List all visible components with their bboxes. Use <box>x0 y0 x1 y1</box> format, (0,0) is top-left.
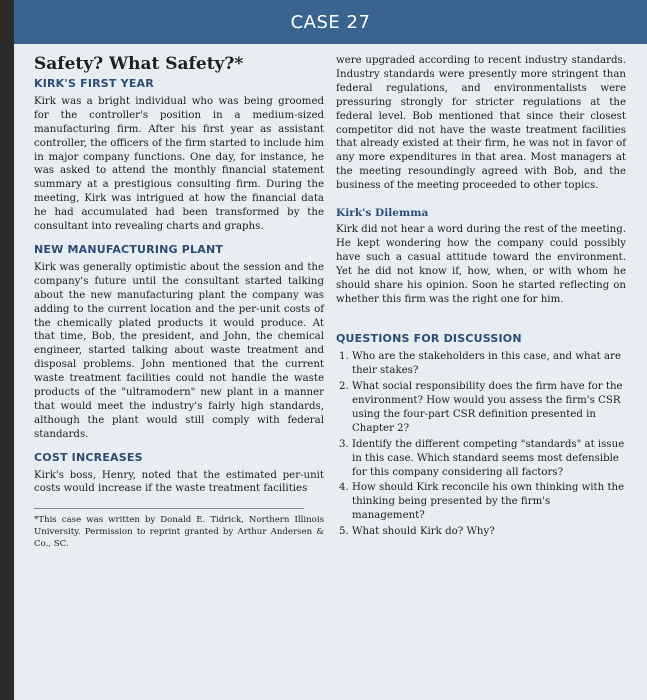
section-heading-cost-increases: COST INCREASES <box>34 450 143 464</box>
new-plant-paragraph: Kirk was generally optimistic about the session and the company's future until the consultant started talking about the new manufacturing plant the company was adding to the current location and the per-unit costs of the chemically plated products it would produce. At that time, Bob, the president, and John, the chemical engineer, started talking about waste treatment and disposal problems. John mentioned that the current waste treatment facilities could not handle the waste products of the "ultramodern" new plant in a manner that would meet the industry's fairly high standards, although the plant would still comply with federal standards. <box>34 261 324 440</box>
case-banner <box>14 0 647 44</box>
dilemma-paragraph: Kirk did not hear a word during the rest of the meeting. He kept wondering how the company could possibly have such a casual attitude toward the environment. Yet he did not know if, how, when, or with whom he should share his opinion. Soon he started reflecting on whether this firm was the right one for him. <box>336 223 626 305</box>
question-item: 3. Identify the different competing "standards" at issue in this case. Which standard seems most defensible for this company considering all factors? <box>352 438 626 480</box>
questions-list <box>336 350 626 539</box>
continued-paragraph: were upgraded according to recent industry standards. Industry standards were presently more stringent than federal regulations, and environmentalists were pressuring strongly for stricter regulations at the federal level. Bob mentioned that since their closest competitor did not have the waste treatment facilities that already existed at their firm, he was not in favor of any more expenditures in that area. Most managers at the meeting resoundingly agreed with Bob, and the business of the meeting proceeded to other topics. <box>336 55 626 192</box>
footnote-divider <box>34 508 304 509</box>
section-heading-first-year: KIRK'S FIRST YEAR <box>34 77 154 90</box>
question-item: 1. Who are the stakeholders in this case, and what are their stakes? <box>352 350 626 378</box>
question-item: 4. How should Kirk reconcile his own thinking with the thinking being presented by the firm's management? <box>352 481 626 523</box>
section-heading-new-plant: NEW MANUFACTURING PLANT <box>34 242 224 256</box>
section-heading-dilemma: Kirk's Dilemma <box>336 207 429 220</box>
question-item: 5. What should Kirk do? Why? <box>352 525 626 539</box>
case-label: CASE 27 <box>290 11 371 33</box>
left-column <box>34 54 324 550</box>
footnote: *This case was written by Donald E. Tidrick, Northern Illinois University. Permission to reprint granted by Arthur Andersen & Co., SC. <box>34 515 324 549</box>
right-column <box>336 54 626 541</box>
first-year-paragraph: Kirk was a bright individual who was being groomed for the controller's position in a medium-sized manufacturing firm. After his first year as assistant controller, the officers of the firm started to include him in major company functions. One day, for instance, he was asked to attend the monthly financial statement summary at a prestigious consulting firm. During the meeting, Kirk was intrigued at how the financial data he had accumulated had been transformed by the consultant into revealing charts and graphs. <box>34 95 324 233</box>
question-item: 2. What social responsibility does the firm have for the environment? How would you assess the firm's CSR using the four-part CSR definition presented in Chapter 2? <box>352 380 626 436</box>
cost-increases-paragraph: Kirk's boss, Henry, noted that the estimated per-unit costs would increase if the waste treatment facilities <box>34 469 324 495</box>
questions-heading: QUESTIONS FOR DISCUSSION <box>336 332 522 346</box>
case-title: Safety? What Safety?* <box>34 54 244 74</box>
